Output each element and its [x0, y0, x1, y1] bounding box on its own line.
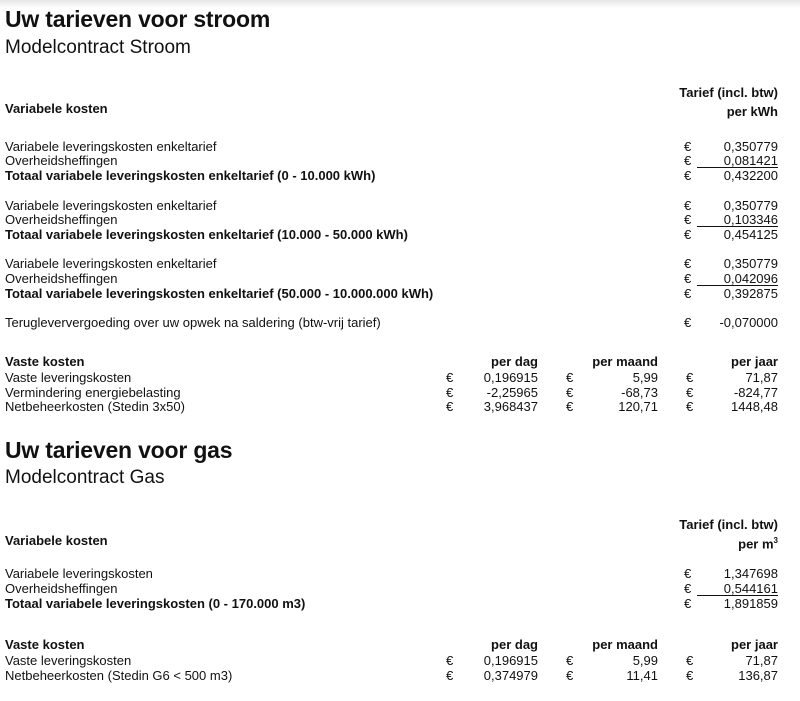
- gas-fixed-row2-c3: €: [686, 668, 694, 683]
- stroom-variable-heading: Variabele kosten: [5, 101, 108, 116]
- stroom-subtitle: Modelcontract Stroom: [5, 37, 191, 58]
- stroom-g3-total-label: Totaal variabele leveringskosten enkeltarief (50.000 - 10.000.000 kWh): [5, 286, 434, 301]
- gas-title: Uw tarieven voor gas: [5, 437, 233, 463]
- stroom-g2-total-currency: €: [684, 227, 692, 242]
- stroom-col-day: per dag: [491, 354, 538, 369]
- stroom-fixed-row2-c2: €: [566, 385, 574, 400]
- stroom-g1-total-label: Totaal variabele leveringskosten enkeltarief (0 - 10.000 kWh): [5, 168, 376, 183]
- stroom-g2-row2-label: Overheidsheffingen: [5, 212, 118, 227]
- gas-tariff-unit-sup: 3: [773, 536, 778, 545]
- stroom-g1-row2-currency: €: [684, 153, 692, 168]
- stroom-fixed-row2-year: -824,77: [733, 385, 778, 400]
- stroom-g3-row2-value: 0,042096: [723, 271, 778, 286]
- gas-var-row1-label: Variabele leveringskosten: [5, 566, 153, 581]
- gas-tariff-unit-text: per m: [738, 536, 774, 552]
- stroom-tariff-header: Tarief (incl. btw): [679, 85, 778, 100]
- gas-fixed-row1-c1: €: [446, 653, 454, 668]
- stroom-title: Uw tarieven voor stroom: [5, 6, 271, 32]
- stroom-g1-row2-label: Overheidsheffingen: [5, 153, 118, 168]
- stroom-feedin-currency: €: [684, 315, 692, 330]
- gas-subtitle: Modelcontract Gas: [5, 467, 165, 488]
- stroom-g2-row1-label: Variabele leveringskosten enkeltarief: [5, 198, 217, 213]
- stroom-fixed-row3-c2: €: [566, 399, 574, 414]
- stroom-g2-row2-value: 0,103346: [723, 212, 778, 227]
- stroom-fixed-row1-c3: €: [686, 370, 694, 385]
- stroom-feedin-value: -0,070000: [719, 315, 778, 330]
- gas-var-row1-value: 1,347698: [723, 566, 778, 581]
- stroom-fixed-row2-c1: €: [446, 385, 454, 400]
- gas-fixed-row1-month: 5,99: [632, 653, 658, 668]
- stroom-g3-total-value: 0,392875: [723, 286, 778, 301]
- stroom-fixed-row2-month: -68,73: [621, 385, 658, 400]
- stroom-g2-total-label: Totaal variabele leveringskosten enkeltarief (10.000 - 50.000 kWh): [5, 227, 408, 242]
- gas-var-total-currency: €: [684, 596, 692, 611]
- gas-fixed-row1-c2: €: [566, 653, 574, 668]
- stroom-fixed-row3-c3: €: [686, 399, 694, 414]
- stroom-fixed-row1-day: 0,196915: [483, 370, 538, 385]
- stroom-fixed-row3-label: Netbeheerkosten (Stedin 3x50): [5, 399, 185, 414]
- gas-col-month: per maand: [592, 637, 658, 652]
- gas-fixed-row1-label: Vaste leveringskosten: [5, 653, 132, 668]
- gas-fixed-heading: Vaste kosten: [5, 637, 85, 652]
- stroom-fixed-row1-c1: €: [446, 370, 454, 385]
- gas-var-total-label: Totaal variabele leveringskosten (0 - 170.000 m3): [5, 596, 306, 611]
- gas-col-day: per dag: [491, 637, 538, 652]
- stroom-fixed-row3-c1: €: [446, 399, 454, 414]
- gas-fixed-row1-year: 71,87: [745, 653, 778, 668]
- stroom-g1-row1-label: Variabele leveringskosten enkeltarief: [5, 139, 217, 154]
- stroom-feedin-label: Terugleververgoeding over uw opwek na saldering (btw-vrij tarief): [5, 315, 381, 330]
- stroom-g1-row1-currency: €: [684, 139, 692, 154]
- gas-fixed-row2-day: 0,374979: [483, 668, 538, 683]
- stroom-g1-row2-value: 0,081421: [723, 153, 778, 168]
- stroom-g3-row2-currency: €: [684, 271, 692, 286]
- gas-fixed-row2-label: Netbeheerkosten (Stedin G6 < 500 m3): [5, 668, 233, 683]
- gas-tariff-unit: [738, 533, 778, 551]
- stroom-fixed-row3-day: 3,968437: [483, 399, 538, 414]
- stroom-fixed-row1-label: Vaste leveringskosten: [5, 370, 132, 385]
- gas-fixed-row2-c1: €: [446, 668, 454, 683]
- gas-var-total-value: 1,891859: [723, 596, 778, 611]
- stroom-g2-row1-value: 0,350779: [723, 198, 778, 213]
- gas-fixed-row1-day: 0,196915: [483, 653, 538, 668]
- stroom-fixed-row1-c2: €: [566, 370, 574, 385]
- stroom-g1-row1-value: 0,350779: [723, 139, 778, 154]
- gas-fixed-row2-year: 136,87: [738, 668, 778, 683]
- gas-var-row2-currency: €: [684, 581, 692, 596]
- gas-fixed-row1-c3: €: [686, 653, 694, 668]
- gas-fixed-row2-month: 11,41: [626, 668, 658, 683]
- gas-var-row2-label: Overheidsheffingen: [5, 581, 118, 596]
- stroom-g1-total-currency: €: [684, 168, 692, 183]
- stroom-fixed-row3-month: 120,71: [618, 399, 658, 414]
- stroom-g2-total-value: 0,454125: [723, 227, 778, 242]
- stroom-g3-row1-value: 0,350779: [723, 256, 778, 271]
- gas-var-row2-value: 0,544161: [723, 581, 778, 596]
- stroom-fixed-row1-year: 71,87: [745, 370, 778, 385]
- gas-tariff-header: Tarief (incl. btw): [679, 517, 778, 532]
- stroom-fixed-row2-label: Vermindering energiebelasting: [5, 385, 181, 400]
- stroom-g3-total-currency: €: [684, 286, 692, 301]
- stroom-g1-total-value: 0,432200: [723, 168, 778, 183]
- stroom-g3-row1-currency: €: [684, 256, 692, 271]
- gas-variable-heading: Variabele kosten: [5, 533, 108, 548]
- stroom-col-year: per jaar: [731, 354, 778, 369]
- stroom-g2-row1-currency: €: [684, 198, 692, 213]
- stroom-fixed-row3-year: 1448,48: [731, 399, 778, 414]
- gas-col-year: per jaar: [731, 637, 778, 652]
- stroom-fixed-row2-c3: €: [686, 385, 694, 400]
- gas-fixed-row2-c2: €: [566, 668, 574, 683]
- stroom-g3-row1-label: Variabele leveringskosten enkeltarief: [5, 256, 217, 271]
- stroom-fixed-row1-month: 5,99: [632, 370, 658, 385]
- stroom-fixed-row2-day: -2,25965: [486, 385, 538, 400]
- stroom-col-month: per maand: [592, 354, 658, 369]
- gas-var-row1-currency: €: [684, 566, 692, 581]
- stroom-g2-row2-currency: €: [684, 212, 692, 227]
- stroom-fixed-heading: Vaste kosten: [5, 354, 85, 369]
- stroom-tariff-unit: per kWh: [726, 104, 778, 119]
- stroom-g3-row2-label: Overheidsheffingen: [5, 271, 118, 286]
